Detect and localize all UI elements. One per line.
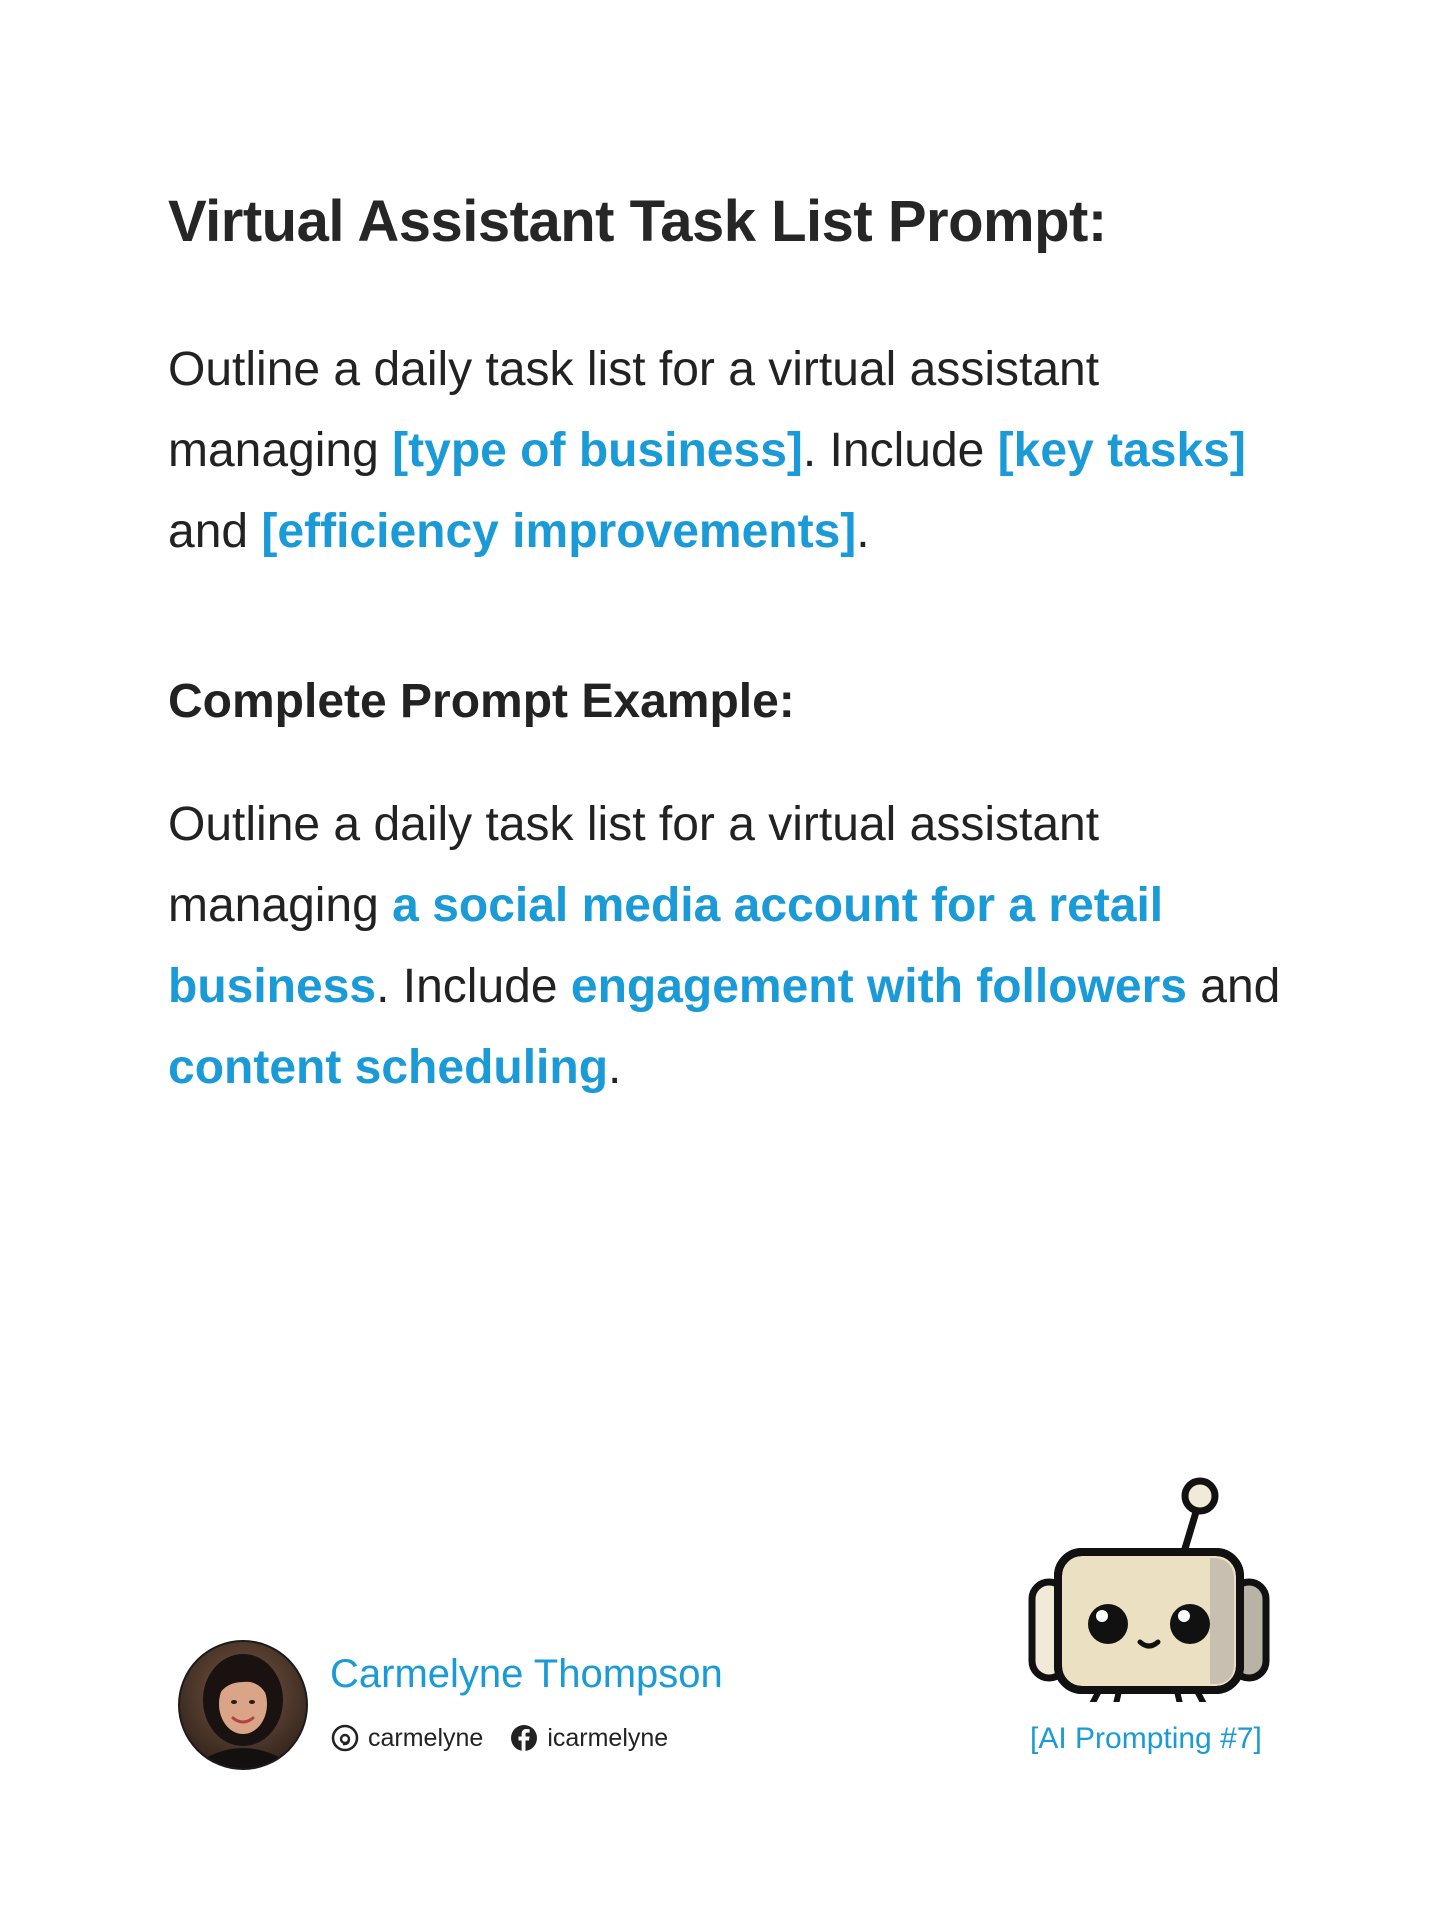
example-heading: Complete Prompt Example: (168, 675, 795, 728)
robot-mascot-icon (1024, 1452, 1274, 1702)
threads-handle: carmelyne (368, 1723, 484, 1752)
placeholder-business-type: [type of business] (392, 424, 803, 477)
avatar (178, 1640, 308, 1770)
example-text-2: . Include (376, 960, 571, 1013)
threads-link[interactable] (330, 1723, 483, 1753)
social-links (330, 1723, 694, 1753)
template-text-4: . (856, 505, 870, 558)
template-text-1: Outline a daily task list for a virtual assistant managing (168, 343, 1100, 477)
example-fill-tasks: engagement with followers (570, 960, 1187, 1013)
series-tag: [AI Prompting #7] (1030, 1722, 1262, 1755)
example-fill-business: a social media account for a retail business (168, 879, 1164, 1013)
facebook-handle: icarmelyne (547, 1723, 669, 1752)
template-text-2: . Include (802, 424, 998, 477)
author-name: Carmelyne Thompson (330, 1652, 723, 1696)
facebook-icon (509, 1723, 539, 1753)
facebook-link[interactable] (509, 1723, 668, 1753)
example-text-1: Outline a daily task list for a virtual assistant managing (168, 798, 1100, 932)
template-text-3: and (168, 505, 262, 558)
page-title: Virtual Assistant Task List Prompt: (168, 189, 1107, 254)
example-fill-efficiency: content scheduling (168, 1041, 609, 1094)
threads-icon (330, 1723, 360, 1753)
main-content (168, 188, 1298, 1108)
example-prompt (168, 784, 1298, 1108)
template-prompt (168, 329, 1298, 572)
example-text-3: and (1186, 960, 1281, 1013)
placeholder-efficiency: [efficiency improvements] (261, 505, 857, 558)
example-text-4: . (608, 1041, 622, 1094)
placeholder-key-tasks: [key tasks] (997, 424, 1246, 477)
